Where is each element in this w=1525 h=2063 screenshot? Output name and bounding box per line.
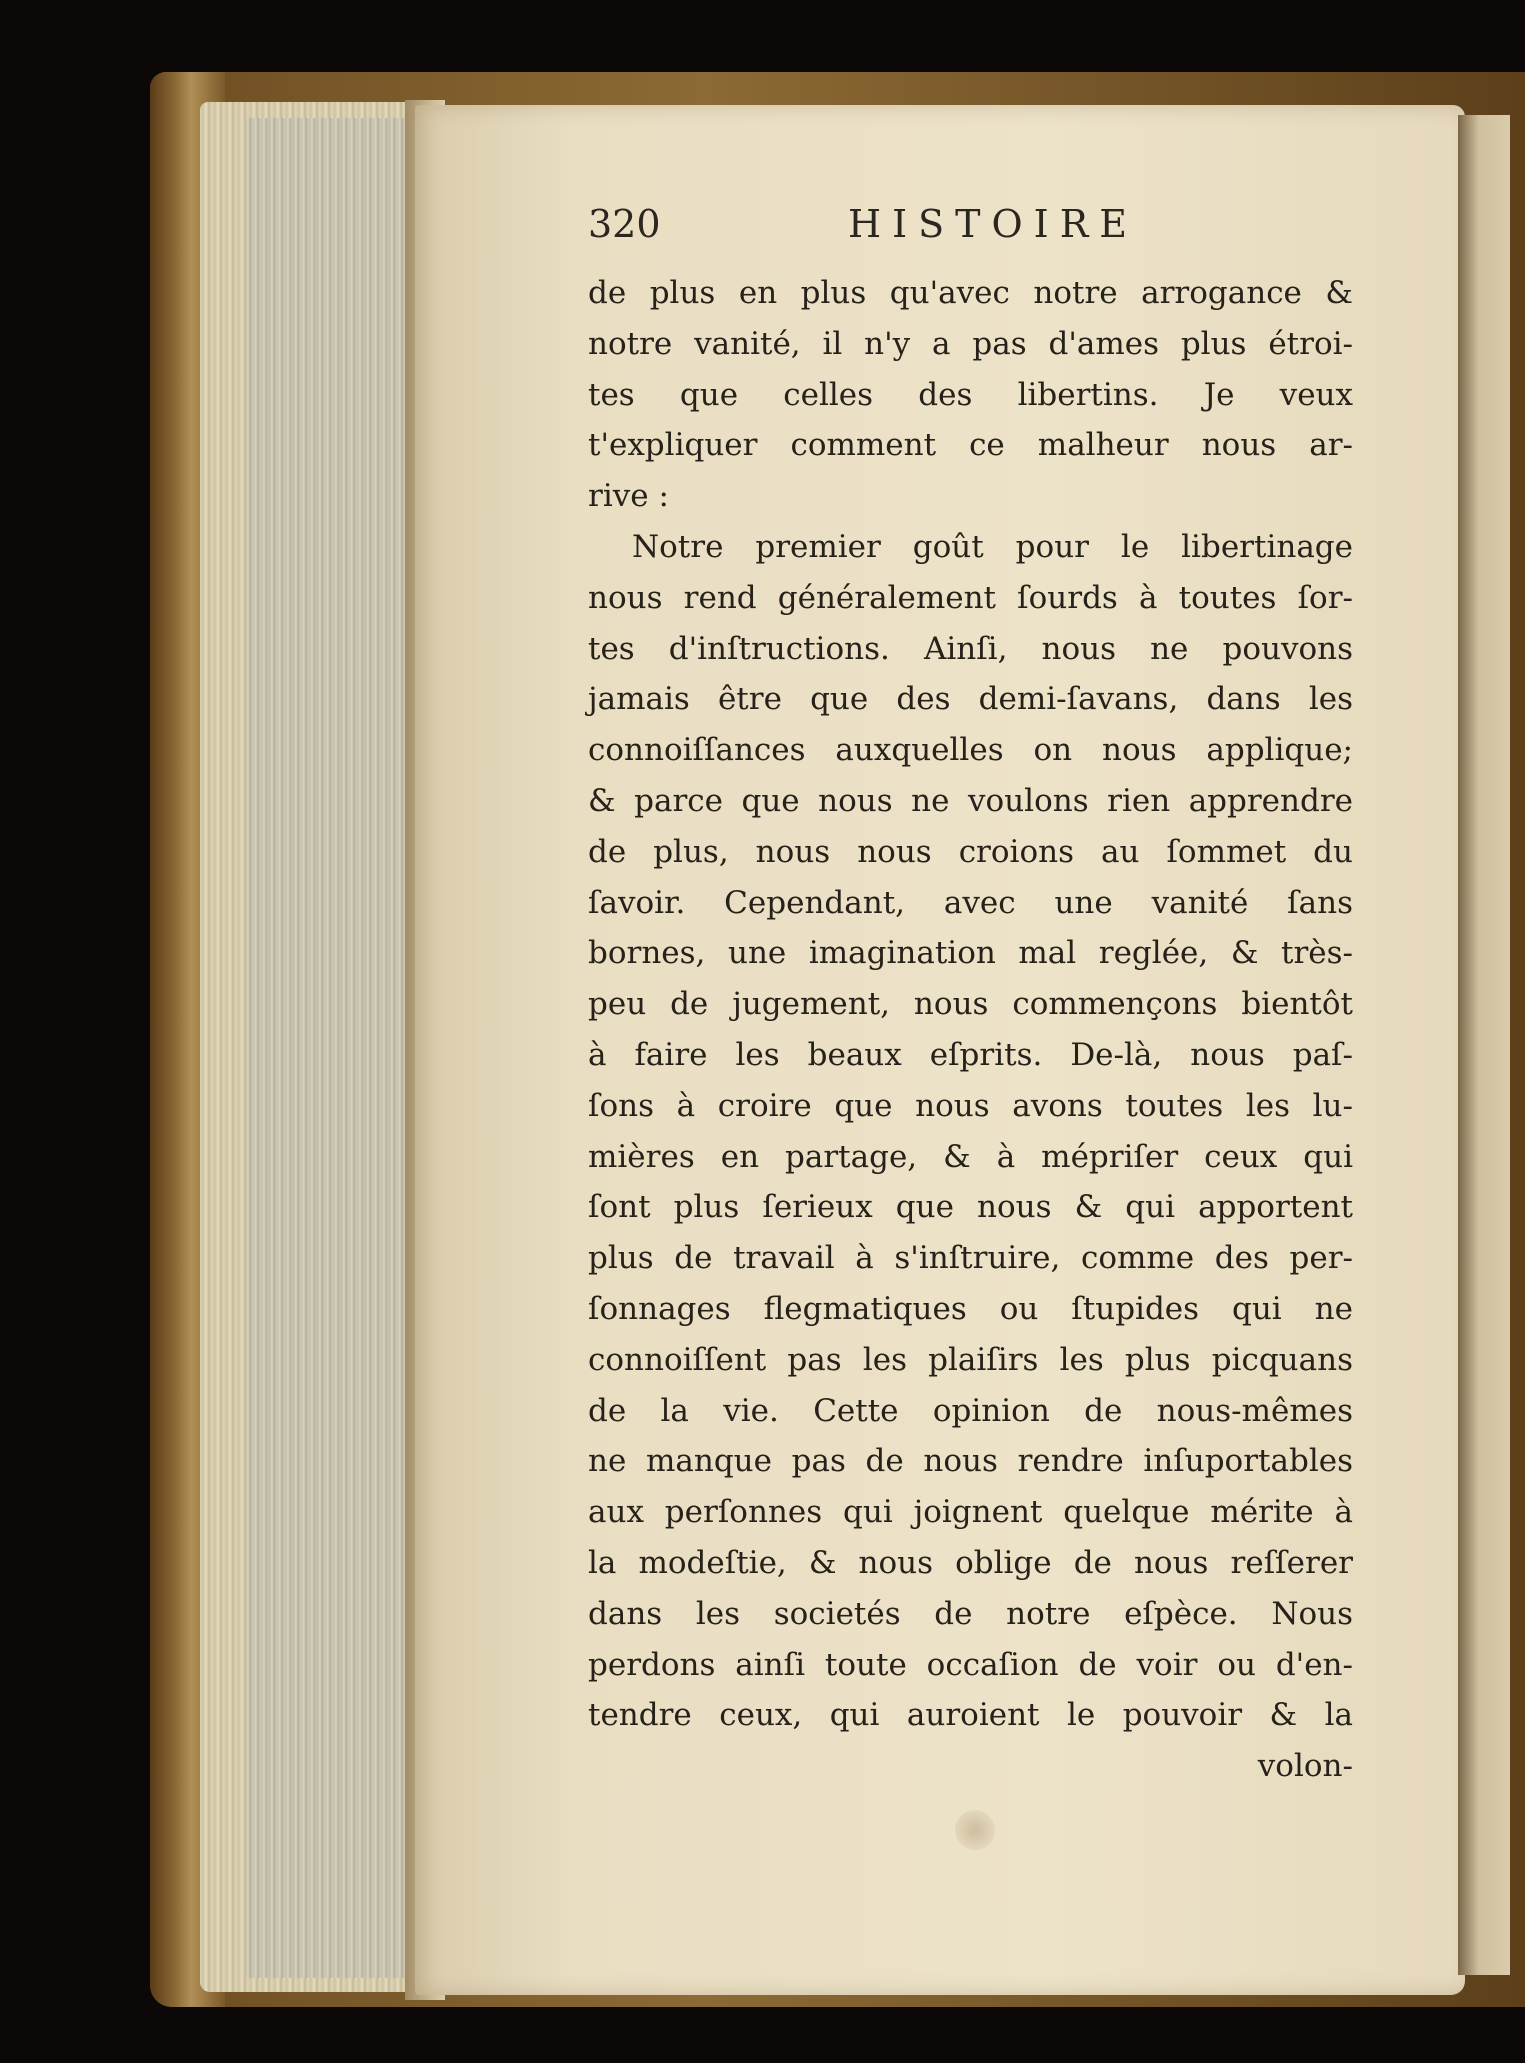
catchword: volon- [1257, 1748, 1353, 1785]
text-line: nous rend généralement ſourds à toutes ſor- [588, 579, 1353, 616]
text-line: ne manque pas de nous rendre inſuportables [588, 1443, 1353, 1480]
text-line: Notre premier goût pour le libertinage [632, 528, 1353, 565]
text-line: mières en partage, & à mépriſer ceux qui [588, 1138, 1353, 1175]
text-line: tes que celles des libertins. Je veux [588, 376, 1353, 413]
text-line: aux perſonnes qui joignent quelque mérite à [588, 1494, 1353, 1531]
text-line: ſavoir. Cependant, avec une vanité ſans [588, 884, 1353, 921]
paper-stain [955, 1810, 995, 1850]
running-title: HISTOIRE [848, 202, 1139, 246]
text-line: perdons ainſi toute occaſion de voir ou d'en- [588, 1646, 1353, 1683]
text-line: de la vie. Cette opinion de nous-mêmes [588, 1392, 1353, 1429]
text-line: rive : [588, 478, 669, 515]
text-line: de plus en plus qu'avec notre arrogance & [588, 275, 1353, 311]
text-line: ſont plus ſerieux que nous & qui apportent [588, 1189, 1353, 1226]
text-line: bornes, une imagination mal reglée, & très- [588, 935, 1353, 972]
running-head [588, 202, 1448, 252]
page-block-inner [245, 118, 410, 1978]
text-line: ſons à croire que nous avons toutes les lu- [588, 1087, 1353, 1124]
text-line: de plus, nous nous croions au ſommet du [588, 833, 1353, 870]
facing-page-edge [1458, 115, 1510, 1975]
text-line: ſonnages flegmatiques ou ſtupides qui ne [588, 1290, 1353, 1327]
text-line: plus de travail à s'inſtruire, comme des per- [588, 1240, 1353, 1277]
text-line: connoiſſances auxquelles on nous applique; [588, 732, 1353, 769]
text-line: à faire les beaux eſprits. De-là, nous paſ- [588, 1036, 1353, 1073]
text-line: la modeſtie, & nous oblige de nous reſſerer [588, 1544, 1353, 1581]
body-text [588, 268, 1353, 1792]
text-line: tes d'inſtructions. Ainſi, nous ne pouvons [588, 630, 1353, 667]
text-line: notre vanité, il n'y a pas d'ames plus étroi- [588, 325, 1353, 362]
text-line: jamais être que des demi-ſavans, dans les [588, 681, 1353, 718]
text-line: & parce que nous ne voulons rien apprendre [588, 782, 1353, 819]
text-line: tendre ceux, qui auroient le pouvoir & la [588, 1697, 1353, 1734]
text-line: t'expliquer comment ce malheur nous ar- [588, 427, 1353, 464]
page-number: 320 [588, 202, 661, 246]
text-line: connoiſſent pas les plaiſirs les plus picquans [588, 1341, 1353, 1378]
text-line: peu de jugement, nous commençons bientôt [588, 986, 1353, 1023]
text-line: dans les societés de notre eſpèce. Nous [588, 1595, 1353, 1632]
